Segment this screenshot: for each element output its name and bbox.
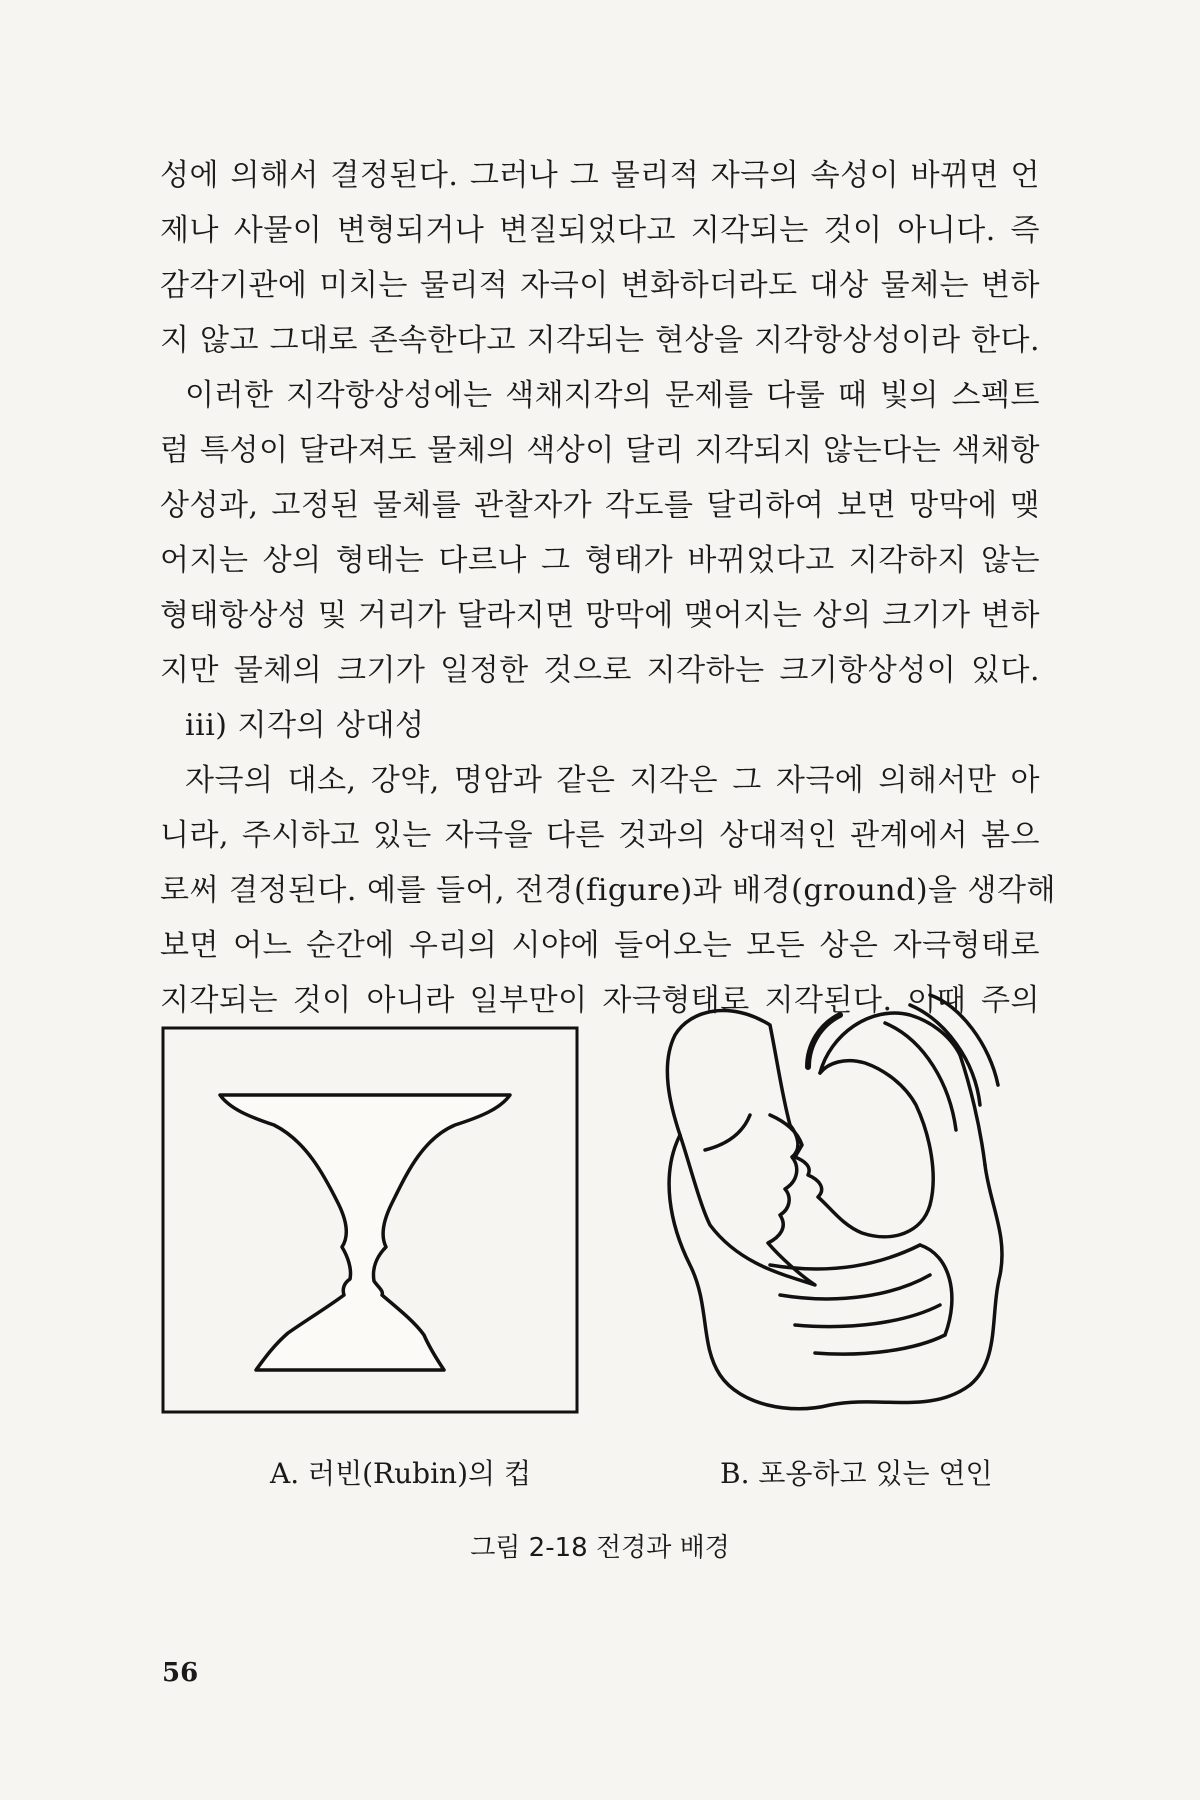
text-line: 지각되는 것이 아니라 일부만이 자극형태로 지각된다. 이때 주의	[160, 983, 1040, 1018]
text-line: 어지는 상의 형태는 다르나 그 형태가 바뀌었다고 지각하지 않는	[160, 543, 1040, 578]
text-line: 자극의 대소, 강약, 명암과 같은 지각은 그 자극에 의해서만 아	[185, 763, 1040, 798]
text-line: 상성과, 고정된 물체를 관찰자가 각도를 달리하여 보면 망막에 맺	[160, 488, 1040, 523]
text-line: 럼 특성이 달라져도 물체의 색상이 달리 지각되지 않는다는 색채항	[160, 433, 1040, 468]
caption-embracing-lovers: B. 포옹하고 있는 연인	[720, 1457, 993, 1490]
text-line: 형태항상성 및 거리가 달라지면 망막에 맺어지는 상의 크기가 변하	[160, 598, 1040, 633]
text-line: 지만 물체의 크기가 일정한 것으로 지각하는 크기항상성이 있다.	[160, 653, 1040, 688]
section-heading: iii) 지각의 상대성	[185, 708, 425, 743]
page-number: 56	[162, 1658, 199, 1688]
figure-title: 그림 2-18 전경과 배경	[470, 1533, 730, 1563]
rubin-vase-illustration	[160, 1025, 580, 1415]
caption-rubin-vase: A. 러빈(Rubin)의 컵	[270, 1457, 531, 1490]
text-line: 감각기관에 미치는 물리적 자극이 변화하더라도 대상 물체는 변하	[160, 268, 1040, 303]
text-line: 이러한 지각항상성에는 색채지각의 문제를 다룰 때 빛의 스펙트	[185, 378, 1040, 413]
text-line: 지 않고 그대로 존속한다고 지각되는 현상을 지각항상성이라 한다.	[160, 323, 1040, 358]
text-line: 로써 결정된다. 예를 들어, 전경(figure)과 배경(ground)을 생각해	[160, 873, 1056, 908]
embracing-lovers-illustration	[630, 975, 1050, 1425]
figure-2-18	[160, 975, 1040, 1455]
body-text	[160, 148, 1056, 1028]
text-line: 니라, 주시하고 있는 자극을 다른 것과의 상대적인 관계에서 봄으	[160, 818, 1040, 853]
text-line: 성에 의해서 결정된다. 그러나 그 물리적 자극의 속성이 바뀌면 언	[160, 158, 1040, 193]
text-line: 보면 어느 순간에 우리의 시야에 들어오는 모든 상은 자극형태로	[160, 928, 1040, 963]
text-line: 제나 사물이 변형되거나 변질되었다고 지각되는 것이 아니다. 즉	[160, 213, 1040, 248]
